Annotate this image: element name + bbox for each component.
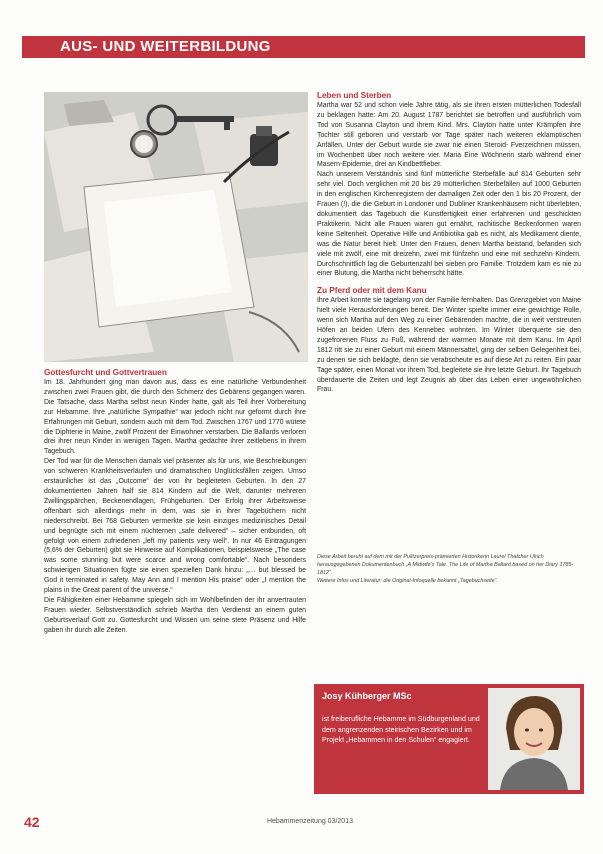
- antique-letters-keys-inkwell-icon: [44, 92, 308, 362]
- paragraph: Nach unserem Verständnis sind fünf mütterliche Sterbefälle auf 814 Geburten sehr sehr viel. Doch verglichen mit 20 bis 29 mütterlichen Sterbefällen auf 1000 Geburten in den englischen Kirchenregistern der damaligen Zeit oder den 1 bis 20 Prozent, der Frauen (!), die die Geburt in Londoner und Dubliner Krankenhäusern nicht überlebten, dokumentiert das Tagebuch die Kunstfertigkeit einer erfahrenen und geschickten Praktikerin. Nicht alle Frauen waren gut ernährt, rachitische Beckenformen waren keine Seltenheit. Operative Hilfe und Antibiotika gab es nicht, als Medikament diente, was die Natur bereit hielt. Unter den Frauen, denen Martha beistand, befanden sich viele mit zwölf, eine mit dreizehn, zwei mit fünfzehn und eine mit sechzehn Kindern. Durchschnittlich lag die Geburtenzahl bei sieben pro Familie. Trotzdem kam es nie zu einer Blutung, die Martha nicht beherrscht hätte.: [317, 171, 581, 278]
- paragraph: Martha war 52 und schon viele Jahre tätig, als sie ihren ersten mütterlichen Todesfall zu beklagen hatte: Am 20. August 1787 berichtet sie betroffen und ausführlich vom Tod von Susanna Clayton und ihrem Kind. Mrs. Clayton hatte unter Krämpfen ihre Tochter still geboren und verstarb vor Tage später nach weiteren eklamptischen Anfällen. Unter der Geburt wurde sie zwar nie einen Steroid- Fverzeichnen müssen, im Wochenbett über noch weitere vier. Maria Eine Wöchnerin starb während einer Masern-Epidemie, drei an Kindbettfieber.: [317, 102, 581, 169]
- footnote-line: Diese Arbeit beruht auf dem mit der Pulitzerpreis-prämierten Historikerin Laurel Thatcher Ulrich herausgegebenen Dokumentenbuch „A Midwife's Tale. The Life of Martha Ballard based on her Diary 1785-1812“.: [317, 554, 574, 576]
- section-heading: Zu Pferd oder mit dem Kanu: [317, 286, 427, 296]
- footer-publication: Hebammenzeitung 03/2013: [266, 818, 353, 825]
- antique-letters-photo: [44, 92, 308, 362]
- author-bio: ist freiberufliche Hebamme im Südburgenland und dem angrenzenden steirischen Bezirken und im Projekt „Hebammen in den Schulen“ engagiert.: [322, 715, 480, 744]
- right-column: [317, 90, 581, 395]
- author-photo: [488, 688, 580, 790]
- section-heading: Leben und Sterben: [317, 91, 392, 100]
- paragraph: Im 18. Jahrhundert ging man davon aus, dass es eine natürliche Verbundenheit zwischen zwei Frauen gibt, die durch den Schmerz des Gebärens gegangen waren. Die Tatsache, dass Martha selbst neun Kinder hatte, galt als Teil ihrer Vorbereitung zur Hebamme. Ihre „natürliche Sympathie“ war jedoch nicht nur geformt durch ihre Erfahrungen mit Geburt, sondern auch mit dem Tod. Zwischen 1767 und 1770 wütete die Diphterie in Maine, zwölf Prozent der Einwohner verstarben. Die Ballards verloren drei ihrer neun Kinder in wenigen Tagen. Martha gedachte ihrer zeitlebens in ihrem Tagebuch.: [44, 379, 306, 456]
- author-box: [314, 684, 584, 794]
- section-banner: [22, 36, 585, 58]
- paragraph: Ihre Arbeit konnte sie tagelang von der Familie fernhalten. Das Grenzgebiet von Maine hielt viele Herausforderungen bereit. Der Winter spielte immer eine gewichtige Rolle, wenn sich Martha auf den Weg zu einer Gebärenden machte, die in weit verstreuten Höfen an beiden Ufern des Kennebec wohnten. Im Winter überquerte sie den zugefrorenen Fluss zu Fuß, während der warmen Monate mit dem Kanu. Im April 1812 ritt sie zu einer Geburt mit einem Männersattel, ging der selben Gelegenheit bei, zu denen sie sich beklagte, denn sie verabscheute es auf diese Art zu reiten. Ein paar Tage später, einen Monat vor ihrem Tod, begleitete sie ihre letzte Geburt. Ihr Tagebuch überdauerte die Zeiten und legt Zeugnis ab über das Leben einer ungewöhnlichen Frau.: [317, 297, 581, 394]
- author-name: Josy Kühberger MSc: [322, 691, 412, 701]
- section-heading: Gottesfurcht und Gottvertrauen: [44, 368, 167, 377]
- left-column: [44, 367, 306, 636]
- author-portrait-icon: [488, 688, 580, 790]
- page-number: 42: [24, 814, 40, 830]
- footnote-line: Weitere Infos und Literatur: die Original-Infoquelle bekannt „Tagebuchseite“.: [317, 578, 498, 584]
- paragraph: Der Tod war für die Menschen damals viel präsenter als für uns, wie Beschreibungen von schweren Krankheitsverläufen und dramatischen Unglücksfällen zeigen. Umso erstaunlicher ist das „Outcome“ der von ihr begleiteten Geburten. In den 27 dokumentierten Jahren half sie 814 Kindern auf die Welt, darunter mehreren Zwillingspärchen, Beckenendlagen, Frühgeburten. Der Erfolg ihrer Arbeitsweise offenbart sich allerdings mehr in dem, was sie in ihrer Tagebüchern nicht niederschreibt. Bei 768 Geburten vermerkte sie kein einziges medizinisches Detail und begnügte sich mit einem nüchternen „safe delivered“ – sicher entbunden, oft gefolgt von einem zufriedenen „left my patients very well“. In nur 46 Eintragungen (5,6% der Geburten) gibt sie Hinweise auf Komplikationen, beispielsweise „The case was some stunning but were scarce and wrong comfortable“. Nach besonders schwierigen Situationen fügte sie einen speziellen Dank hinzu: „… but blessed be God it terminated in safety. May Ann and I mention His praise“ oder „I mention the plains in the Great parent of the universe.“: [44, 458, 306, 595]
- paragraph: Die Fähigkeiten einer Hebamme spiegeln sich im Wohlbefinden der ihr anvertrauten Frauen wieder. Selbstverständlich schrieb Martha den Verdienst an einem guten Geburtsverlauf Gott zu. Gottesfurcht und Wissen um seine stete Präsenz und Hilfe gaben ihr durch alle Zeiten.: [44, 596, 306, 634]
- footnote: [317, 553, 581, 585]
- section-title: AUS- UND WEITERBILDUNG: [60, 38, 271, 55]
